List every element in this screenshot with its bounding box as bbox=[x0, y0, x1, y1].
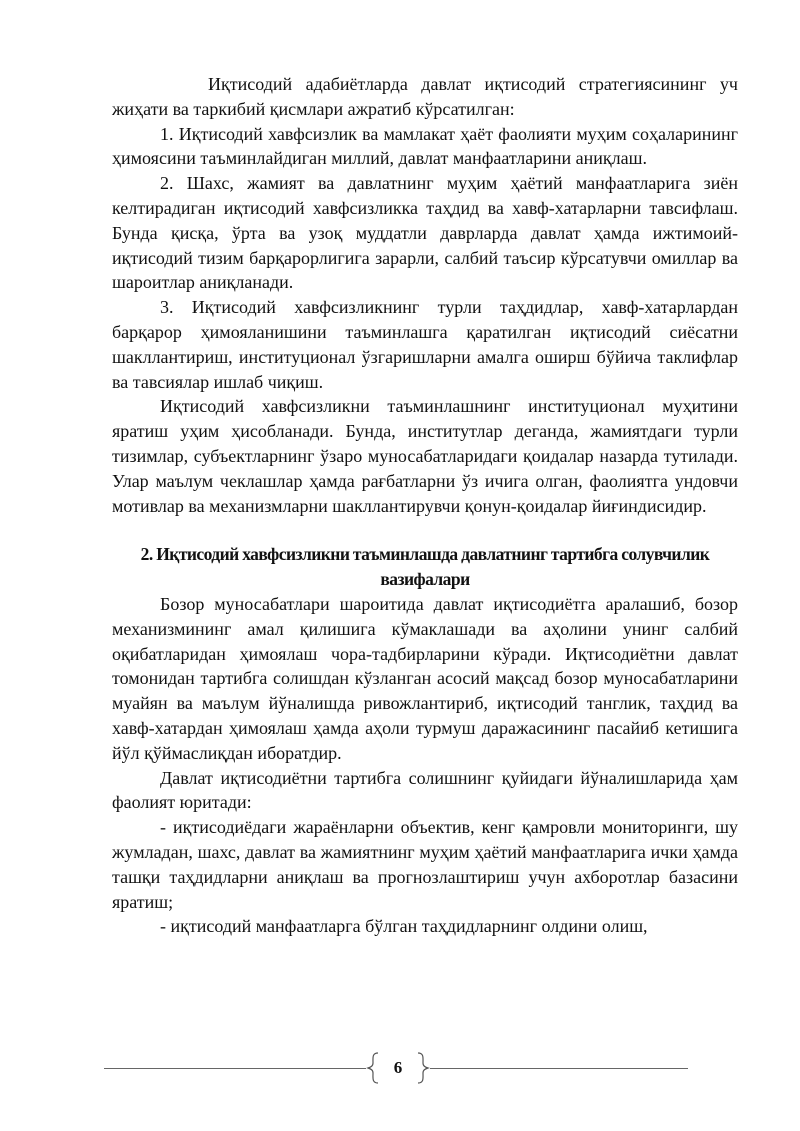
list-item-3: 3. Иқтисодий хавфсизликнинг турли таҳдидлар, хавф-хатарлардан барқарор ҳимояланишини таъминлашга қаратилган иқтисодий сиёсатни шакллантириш, институционал ўзгаришларни амалга оширш бўйича таклифлар ва тавсиялар ишлаб чиқиш. bbox=[112, 297, 738, 392]
list-item-2: 2. Шахс, жамият ва давлатнинг муҳим ҳаётий манфаатларига зиён келтирадиган иқтисодий хавфсизликка таҳдид ва хавф-хатарларни тавсифлаш. Бунда қисқа, ўрта ва узоқ муддатли даврларда давлат ҳамда ижтимоий-иқтисодий тизим барқарорлигига зарарли, салбий таъсир кўрсатувчи омиллар ва шароитлар аниқланади. bbox=[112, 173, 738, 293]
directions-paragraph: Давлат иқтисодиётни тартибга солишнинг қуйидаги йўналишларида ҳам фаолият юритади: bbox=[112, 767, 738, 813]
footer-rule-right bbox=[430, 1068, 688, 1069]
document-page bbox=[112, 72, 738, 939]
page-number: 6 bbox=[393, 1058, 403, 1077]
section-heading-line1: 2. Иқтисодий хавфсизликни таъминлашда давлатнинг тартибга солувчилик bbox=[140, 544, 710, 565]
left-brace-icon bbox=[366, 1052, 380, 1084]
section-heading-line2: вазифалари bbox=[380, 569, 470, 590]
page-footer bbox=[104, 1052, 688, 1084]
section-gap bbox=[112, 518, 738, 542]
footer-rule-left bbox=[104, 1068, 366, 1069]
market-paragraph: Бозор муносабатлари шароитида давлат иқтисодиётга аралашиб, бозор механизмининг амал қилишига кўмаклашади ва аҳолини унинг салбий оқибатларидан ҳимоялаш чора-тадбирларини кўради. Иқтисодиётни давлат томонидан тартибга солишдан кўзланган асосий мақсад бозор муносабатларини муайян ва маълум йўналишда ривожлантириб, иқтисодий танглик, таҳдид ва хавф-хатардан ҳимоялаш ҳамда аҳоли турмуш даражасининг пасайиб кетишига йўл қўймаслиқдан иборатдир. bbox=[112, 593, 738, 763]
right-brace-icon bbox=[416, 1052, 430, 1084]
institutional-paragraph: Иқтисодий хавфсизликни таъминлашнинг институционал муҳитини яратиш уҳим ҳисобланади. Бунда, институтлар деганда, жамиятдаги турли тизимлар, субъектларнинг ўзаро муносабатларидаги қоидалар назарда тутилади. Улар маълум чеклашлар ҳамда рағбатларни ўз ичига олган, фаолиятга ундовчи мотивлар ва механизмларни шакллантирувчи қонун-қоидалар йиғиндисидир. bbox=[112, 396, 738, 516]
list-item-1: 1. Иқтисодий хавфсизлик ва мамлакат ҳаёт фаолияти муҳим соҳаларининг ҳимоясини таъминлайдиган миллий, давлат манфаатларини аниқлаш. bbox=[112, 123, 738, 169]
intro-paragraph: Иқтисодий адабиётларда давлат иқтисодий стратегиясининг уч жиҳати ва таркибий қисмлари ажратиб кўрсатилган: bbox=[112, 74, 738, 119]
section-heading bbox=[112, 542, 738, 592]
bullet-item-prevention: - иқтисодий манфаатларга бўлган таҳдидларнинг олдини олиш, bbox=[160, 916, 648, 937]
bullet-item-monitoring: - иқтисодиёдаги жараёнларни объектив, кенг қамровли мониторинги, шу жумладан, шахс, давлат ва жамиятнинг муҳим ҳаётий манфаатларига ички ҳамда ташқи таҳдидларни аниқлаш ва прогнозлаштириш учун ахборотлар базасини яратиш; bbox=[112, 817, 738, 912]
